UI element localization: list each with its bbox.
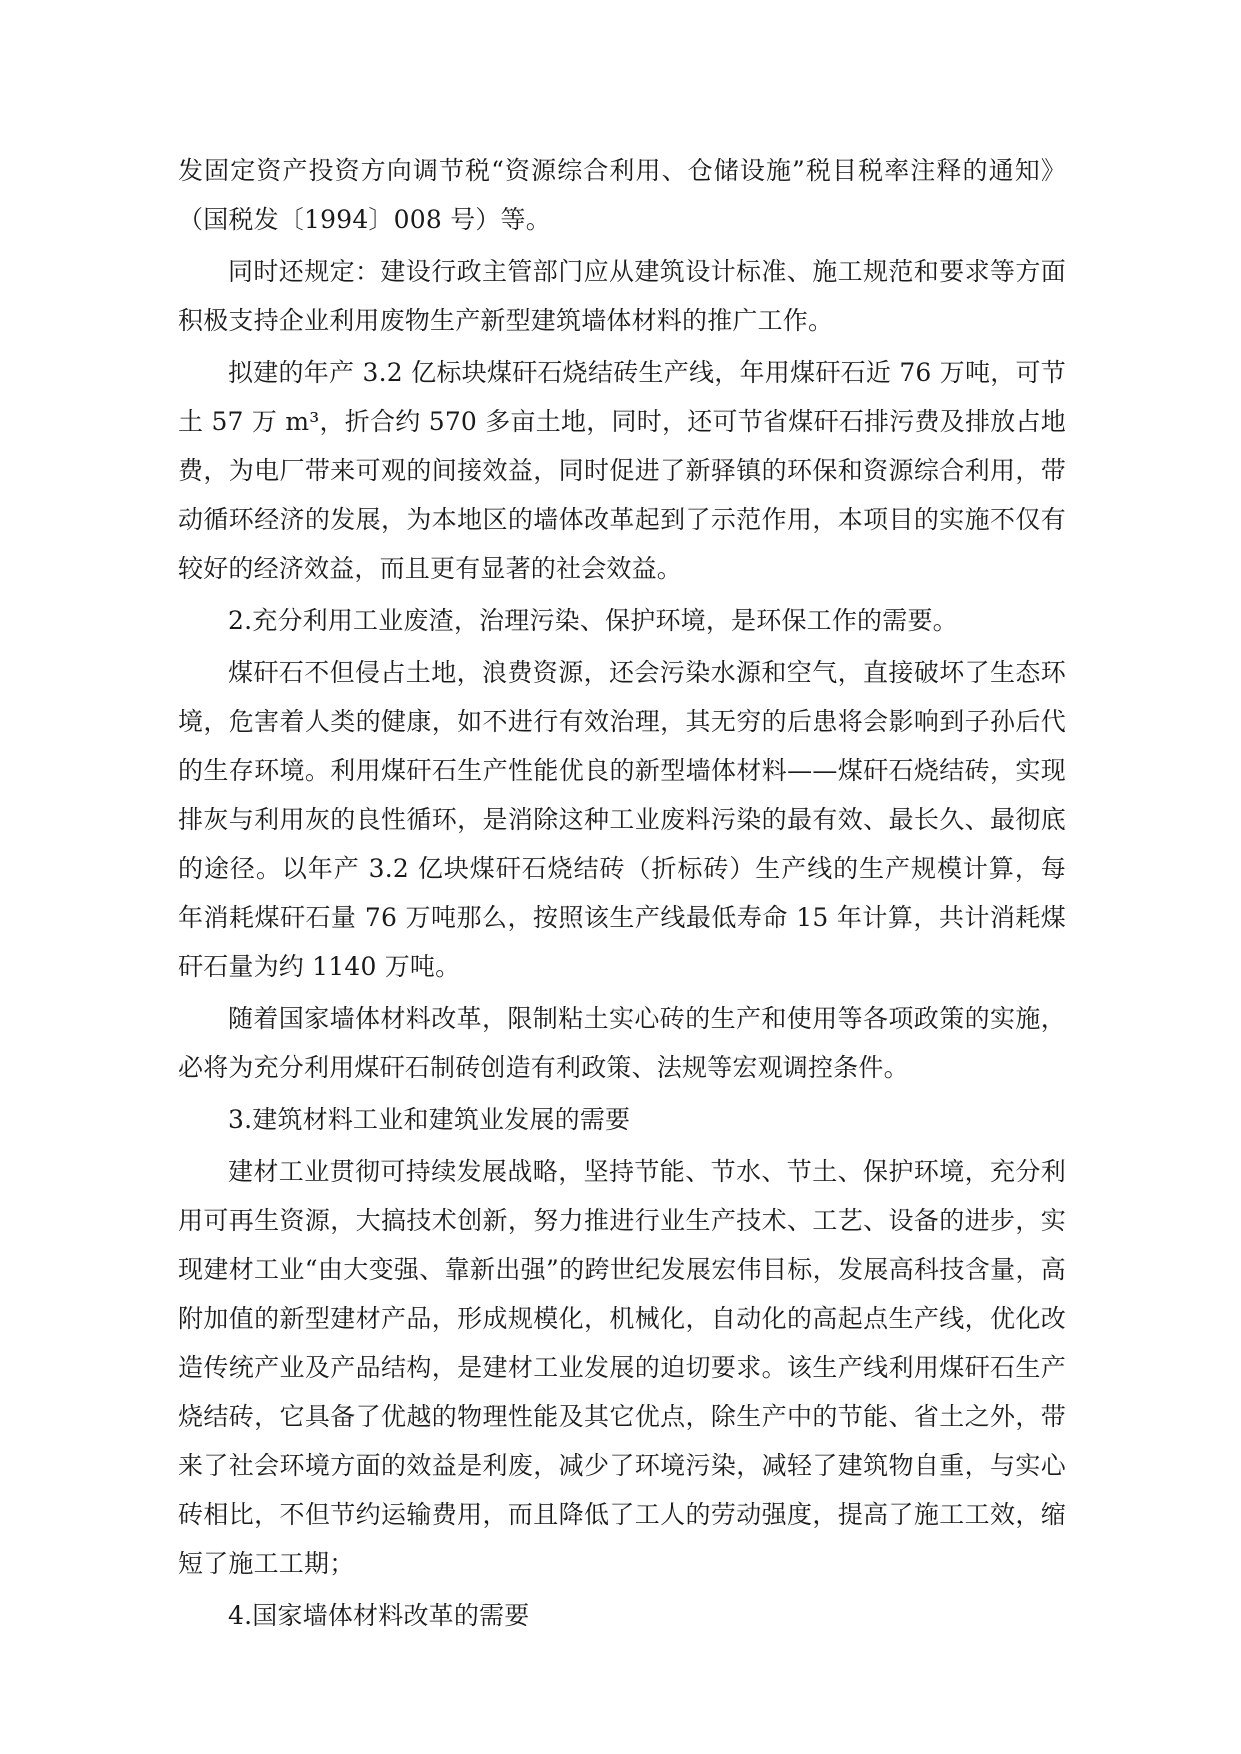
paragraph-environment: 煤矸石不但侵占土地，浪费资源，还会污染水源和空气，直接破坏了生态环境，危害着人类的健康，如不进行有效治理，其无穷的后患将会影响到子孙后代的生存环境。利用煤矸石生产性能优良的新型墙体材料——煤矸石烧结砖，实现排灰与利用灰的良性循环，是消除这种工业废料污染的最有效、最长久、最彻底的途径。以年产 3.2 亿块煤矸石烧结砖（折标砖）生产线的生产规模计算，每年消耗煤矸石量 76 万吨那么，按照该生产线最低寿命 15 年计算，共计消耗煤矸石量为约 1140 万吨。 <box>178 658 1066 981</box>
paragraph-regulation: 同时还规定：建设行政主管部门应从建筑设计标准、施工规范和要求等方面积极支持企业利用废物生产新型建筑墙体材料的推广工作。 <box>178 257 1066 335</box>
document-body <box>178 146 1066 1643</box>
paragraph-continuation: 发固定资产投资方向调节税“资源综合利用、仓储设施”税目税率注释的通知》（国税发〔1994〕008 号）等。 <box>178 156 1066 234</box>
paragraph-policy: 随着国家墙体材料改革，限制粘土实心砖的生产和使用等各项政策的实施，必将为充分利用煤矸石制砖创造有利政策、法规等宏观调控条件。 <box>178 1004 1066 1082</box>
paragraph-project-benefits: 拟建的年产 3.2 亿标块煤矸石烧结砖生产线，年用煤矸石近 76 万吨，可节土 57 万 m³，折合约 570 多亩土地，同时，还可节省煤矸石排污费及排放占地费，为电厂带来可观的间接效益，同时促进了新驿镇的环保和资源综合利用，带动循环经济的发展，为本地区的墙体改革起到了示范作用，本项目的实施不仅有较好的经济效益，而且更有显著的社会效益。 <box>178 358 1066 583</box>
paragraph-building-materials: 建材工业贯彻可持续发展战略，坚持节能、节水、节土、保护环境，充分利用可再生资源，大搞技术创新，努力推进行业生产技术、工艺、设备的进步，实现建材工业“由大变强、靠新出强”的跨世纪发展宏伟目标，发展高科技含量，高附加值的新型建材产品，形成规模化，机械化，自动化的高起点生产线，优化改造传统产业及产品结构，是建材工业发展的迫切要求。该生产线利用煤矸石生产烧结砖，它具备了优越的物理性能及其它优点，除生产中的节能、省土之外，带来了社会环境方面的效益是利废，减少了环境污染，减轻了建筑物自重，与实心砖相比，不但节约运输费用，而且降低了工人的劳动强度，提高了施工工效，缩短了施工工期； <box>178 1157 1066 1578</box>
section-heading-3: 3.建筑材料工业和建筑业发展的需要 <box>228 1105 631 1134</box>
section-heading-2: 2.充分利用工业废渣，治理污染、保护环境，是环保工作的需要。 <box>228 606 958 635</box>
section-heading-4: 4.国家墙体材料改革的需要 <box>228 1601 530 1630</box>
